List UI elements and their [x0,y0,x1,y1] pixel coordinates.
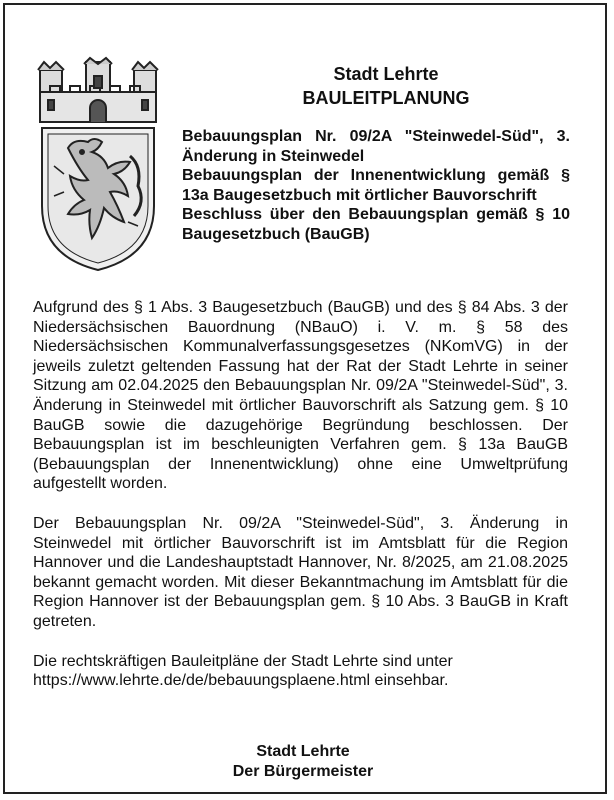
body-paragraph: Der Bebauungsplan Nr. 09/2A "Steinwedel-Süd", 3. Änderung in Steinwedel mit örtlicher Bauvorschrift ist im Amtsblatt für die Region Hannover und die Landeshauptstadt Hannover, Nr. 8/2025, am 21.08.2025 bekannt gemacht worden. Mit dieser Bekanntmachung im Amtsblatt für die Region Hannover ist der Bebauungsplan gem. § 10 Abs. 3 BauGB in Kraft getreten. [33,514,568,630]
body-paragraph: Aufgrund des § 1 Abs. 3 Baugesetzbuch (BauGB) und des § 84 Abs. 3 der Niedersächsischen Bauordnung (NBauO) i. V. m. § 58 des Niedersächsischen Kommunalverfassungsgesetzes (NKomVG) in der jeweils zuletzt geltenden Fassung hat der Rat der Stadt Lehrte in seiner Sitzung am 02.04.2025 den Bebauungsplan Nr. 09/2A "Steinwedel-Süd", 3. Änderung in Steinwedel mit örtlicher Bauvorschrift als Satzung gem. § 10 BauGB sowie die dazugehörige Begründung beschlossen. Der Bebauungsplan ist im beschleunigten Verfahren gem. § 13a BauGB (Bebauungsplan der Innenentwicklung) ohne eine Umweltprüfung aufgestellt worden. [33,299,568,493]
issuer-title: Stadt Lehrte [333,64,439,84]
subject-line: Bebauungsplan Nr. 09/2A "Steinwedel-Süd", 3. Änderung in Steinwedel [182,128,570,165]
body-paragraph: Die rechtskräftigen Bauleitpläne der Stadt Lehrte sind unter https://www.lehrte.de/de/bebauungsplaene.html einsehbar. [33,652,453,690]
notice-body [33,298,568,711]
notice-subject [182,127,570,245]
subject-line: Bebauungsplan der Innenentwicklung gemäß § 13a Baugesetzbuch mit örtlicher Bauvorschrift [182,167,570,204]
signature-city: Stadt Lehrte [256,743,350,760]
coat-of-arms-icon [34,56,162,272]
signature-title: Der Bürgermeister [232,763,374,780]
subject-line: Beschluss über den Bebauungsplan gemäß § 10 Baugesetzbuch (BauGB) [182,206,570,243]
section-title: BAULEITPLANUNG [302,88,470,108]
notice-header [168,62,604,110]
signature-block [0,742,606,782]
